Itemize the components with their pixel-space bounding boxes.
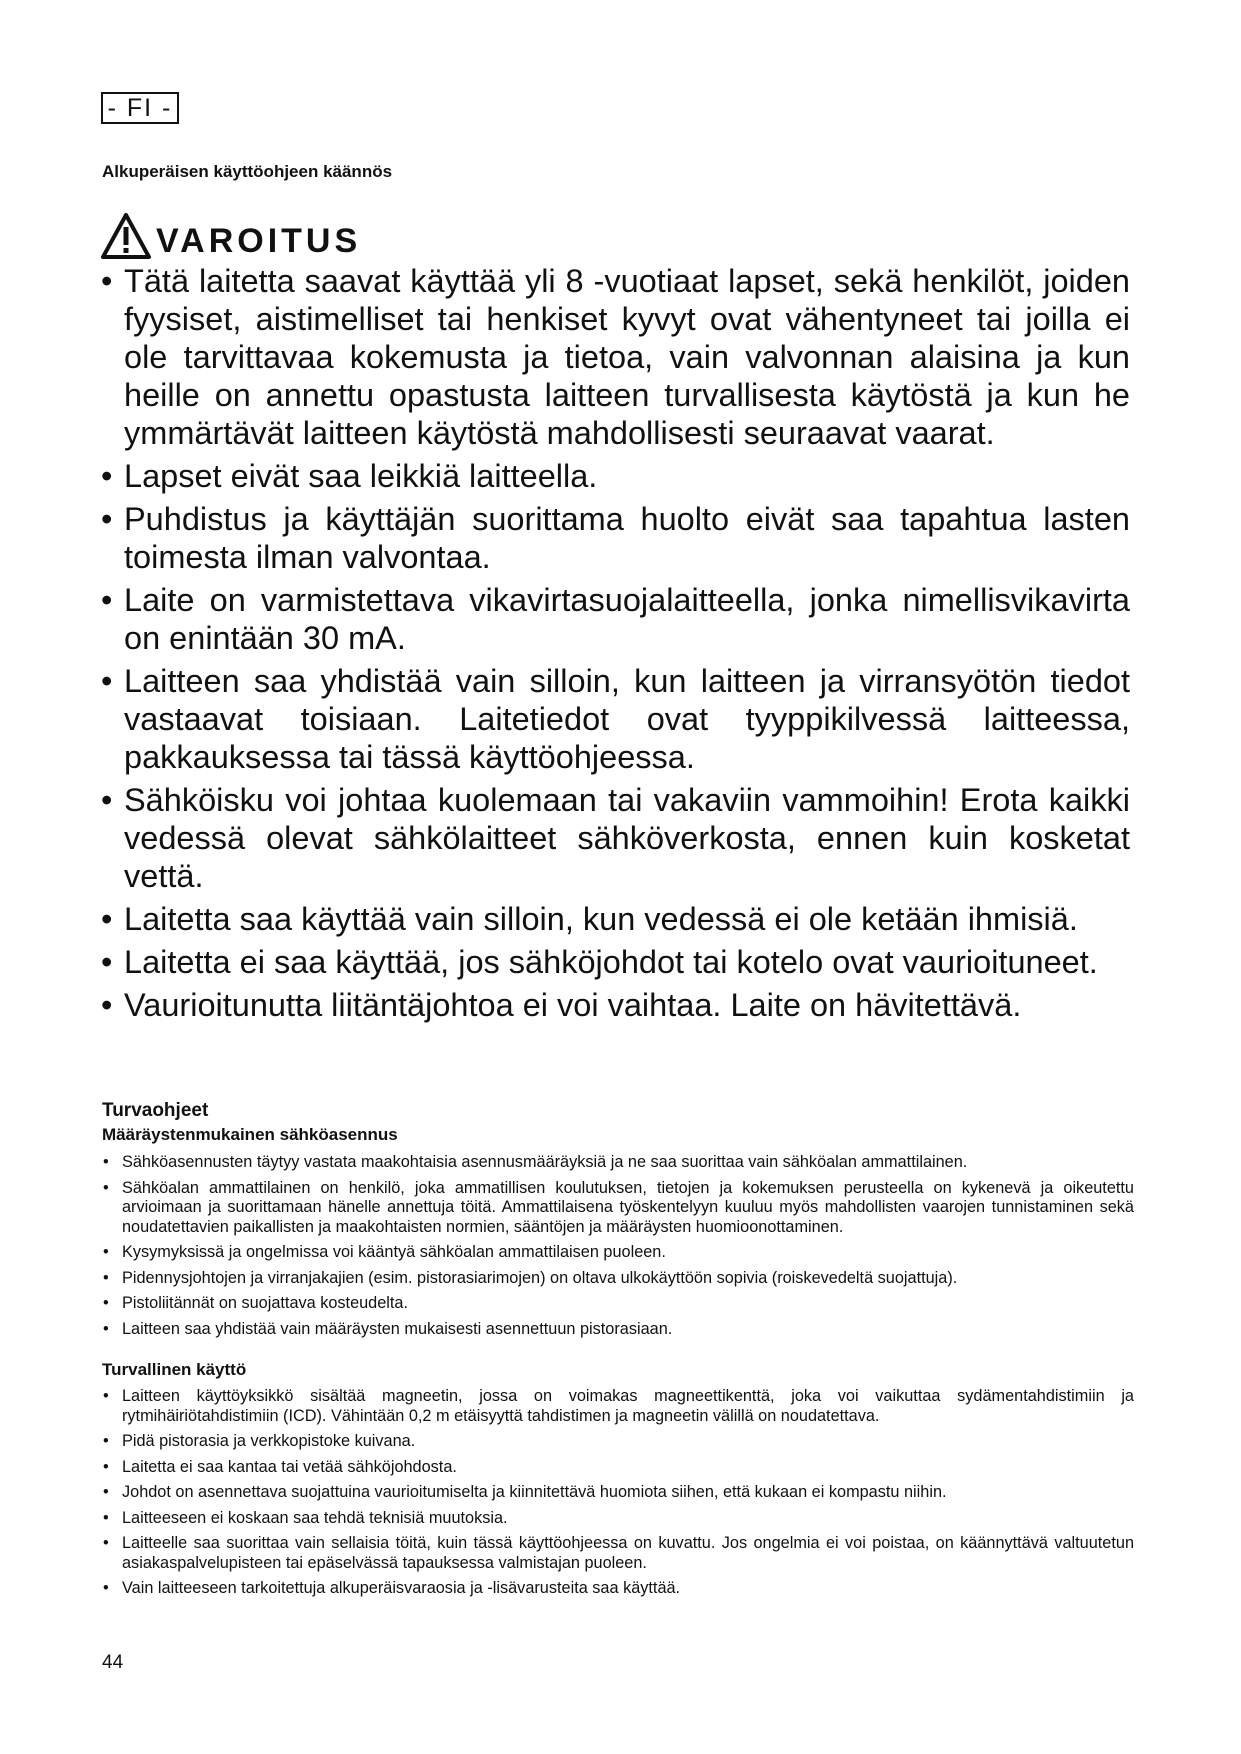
list-item: • Vain laitteeseen tarkoitettuja alkuperäisvaraosia ja -lisävarusteita saa käyttää.	[102, 1579, 1134, 1599]
list-item: • Laitteen saa yhdistää vain määräysten mukaisesti asennettuun pistorasiaan.	[102, 1320, 1134, 1340]
electrical-heading: Määräystenmukainen sähköasennus	[102, 1125, 398, 1144]
list-item: • Laitteelle saa suorittaa vain sellaisia töitä, kuin tässä käyttöohjeessa on kuvattu. Jos ongelmia ei voi poistaa, on käännyttävä valtuutetun asiakaspalvelupisteen tai epäselvässä tapauksessa valmistajan puoleen.	[102, 1534, 1134, 1573]
translation-subtitle: Alkuperäisen käyttöohjeen käännös	[102, 162, 393, 181]
warning-item: • Laite on varmistettava vikavirtasuojalaitteella, jonka nimellisvikavirta on enintään 30 mA.	[100, 581, 1130, 657]
list-item: • Laitetta ei saa kantaa tai vetää sähköjohdosta.	[102, 1458, 1134, 1478]
warning-item: • Lapset eivät saa leikkiä laitteella.	[100, 457, 1130, 495]
warning-item: • Laitetta saa käyttää vain silloin, kun vedessä ei ole ketään ihmisiä.	[100, 900, 1130, 938]
warning-title: VAROITUS	[156, 222, 362, 260]
list-item: • Pistoliitännät on suojattava kosteudelta.	[102, 1294, 1134, 1314]
language-badge: - FI -	[101, 92, 179, 124]
warning-item: • Tätä laitetta saavat käyttää yli 8 -vuotiaat lapset, sekä henkilöt, joiden fyysiset, aistimelliset tai henkiset kyvyt ovat vähentyneet tai joilla ei ole tarvittavaa kokemusta ja tietoa, vain valvonnan alaisina ja kun heille on annettu opastusta laitteen turvallisesta käytöstä ja kun he ymmärtävät laitteen käytöstä mahdollisesti seuraavat vaarat.	[100, 262, 1130, 452]
list-item: • Pidennysjohtojen ja virranjakajien (esim. pistorasiarimojen) on oltava ulkokäyttöön sopivia (roiskevedeltä suojattuja).	[102, 1269, 1134, 1289]
warning-triangle-icon	[100, 212, 152, 260]
page-number: 44	[102, 1652, 124, 1673]
list-item: • Laitteeseen ei koskaan saa tehdä teknisiä muutoksia.	[102, 1509, 1134, 1529]
safety-section	[102, 1098, 1134, 1605]
warning-item: • Puhdistus ja käyttäjän suorittama huolto eivät saa tapahtua lasten toimesta ilman valvontaa.	[100, 500, 1130, 576]
list-item: • Johdot on asennettava suojattuina vaurioitumiselta ja kiinnitettävä huomiota siihen, että kukaan ei kompastu niihin.	[102, 1483, 1134, 1503]
warning-header	[100, 210, 361, 260]
warning-list	[100, 262, 1130, 1029]
safe-use-heading: Turvallinen käyttö	[102, 1360, 247, 1379]
list-item: • Sähköasennusten täytyy vastata maakohtaisia asennusmääräyksiä ja ne saa suorittaa vain sähköalan ammattilainen.	[102, 1153, 1134, 1173]
list-item: • Kysymyksissä ja ongelmissa voi kääntyä sähköalan ammattilaisen puoleen.	[102, 1243, 1134, 1263]
safe-use-list	[102, 1387, 1134, 1599]
list-item: • Pidä pistorasia ja verkkopistoke kuivana.	[102, 1432, 1134, 1452]
warning-item: • Laitteen saa yhdistää vain silloin, kun laitteen ja virransyötön tiedot vastaavat toisiaan. Laitetiedot ovat tyyppikilvessä laitteessa, pakkauksessa tai tässä käyttöohjeessa.	[100, 662, 1130, 776]
safety-heading: Turvaohjeet	[102, 1100, 209, 1121]
warning-item: • Sähköisku voi johtaa kuolemaan tai vakaviin vammoihin! Erota kaikki vedessä olevat sähkölaitteet sähköverkosta, ennen kuin kosketat vettä.	[100, 781, 1130, 895]
warning-item: • Laitetta ei saa käyttää, jos sähköjohdot tai kotelo ovat vaurioituneet.	[100, 943, 1130, 981]
list-item: • Sähköalan ammattilainen on henkilö, joka ammatillisen koulutuksen, tietojen ja kokemuksen perusteella on kykenevä ja oikeutettu arvioimaan ja suorittamaan hänelle annettuja töitä. Ammattilaisena työskentelyyn kuuluu myös mahdollisten vaarojen tunnistaminen sekä noudatettavien paikallisten ja maakohtaisten normien, sääntöjen ja määräysten huomioonottaminen.	[102, 1179, 1134, 1238]
electrical-list	[102, 1153, 1134, 1339]
warning-item: • Vaurioitunutta liitäntäjohtoa ei voi vaihtaa. Laite on hävitettävä.	[100, 986, 1130, 1024]
list-item: • Laitteen käyttöyksikkö sisältää magneetin, jossa on voimakas magneettikenttä, joka voi vaikuttaa sydämentahdistimiin ja rytmihäiriötahdistimiin (ICD). Vähintään 0,2 m etäisyyttä tahdistimen ja magneetin välillä on noudatettava.	[102, 1387, 1134, 1426]
